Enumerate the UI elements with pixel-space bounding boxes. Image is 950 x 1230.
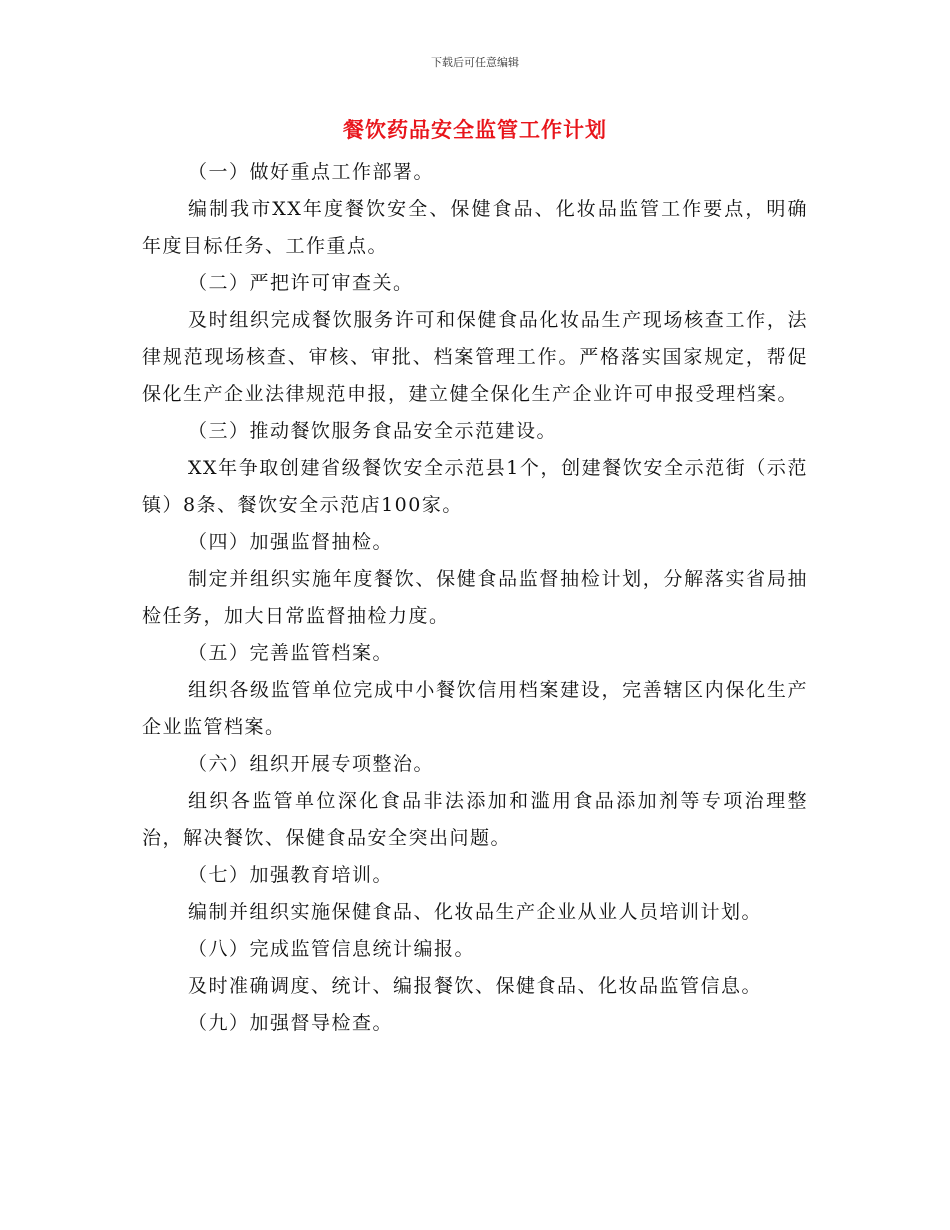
section-heading-2: （二）严把许可审查关。 [188,272,414,294]
header-note: 下载后可任意编辑 [431,56,519,69]
section-heading-4: （四）加强监督抽检。 [188,531,394,553]
body-paragraph: 制定并组织实施年度餐饮、保健食品监督抽检计划，分解落实省局抽检任务，加大日常监督抽检力度。 [142,568,808,627]
body-paragraph: 编制并组织实施保健食品、化妆品生产企业从业人员培训计划。 [188,901,763,923]
section-heading-7: （七）加强教育培训。 [188,864,394,886]
section-heading-3: （三）推动餐饮服务食品安全示范建设。 [188,420,558,442]
body-paragraph: 组织各级监管单位完成中小餐饮信用档案建设，完善辖区内保化生产企业监管档案。 [142,679,808,738]
body-paragraph: 及时准确调度、统计、编报餐饮、保健食品、化妆品监管信息。 [188,975,763,997]
section-heading-9: （九）加强督导检查。 [188,1012,394,1034]
section-heading-1: （一）做好重点工作部署。 [188,161,435,183]
section-heading-8: （八）完成监管信息统计编报。 [188,938,476,960]
body-paragraph: 编制我市XX年度餐饮安全、保健食品、化妆品监管工作要点，明确年度目标任务、工作重点。 [142,198,808,257]
body-paragraph: 及时组织完成餐饮服务许可和保健食品化妆品生产现场核查工作，法律规范现场核查、审核、审批、档案管理工作。严格落实国家规定，帮促保化生产企业法律规范申报，建立健全保化生产企业许可申报受理档案。 [142,309,808,405]
section-heading-5: （五）完善监管档案。 [188,642,394,664]
document-body [142,154,808,1042]
body-paragraph: 组织各监管单位深化食品非法添加和滥用食品添加剂等专项治理整治，解决餐饮、保健食品安全突出问题。 [142,790,808,849]
document-title: 餐饮药品安全监管工作计划 [343,118,607,142]
body-paragraph: XX年争取创建省级餐饮安全示范县1个，创建餐饮安全示范街（示范镇）8条、餐饮安全示范店100家。 [142,457,808,516]
section-heading-6: （六）组织开展专项整治。 [188,753,435,775]
